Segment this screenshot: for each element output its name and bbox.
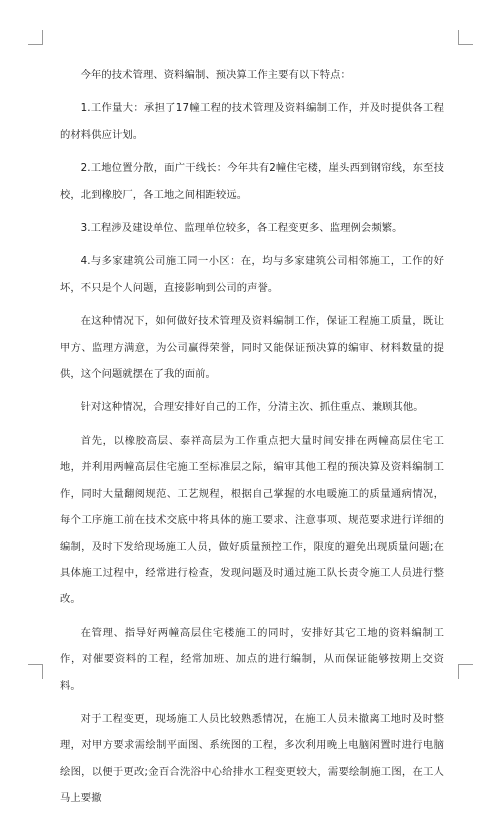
paragraph-approach: 针对这种情况，合理安排好自己的工作，分清主次、抓住重点、兼顾其他。 [80,401,424,414]
paragraph-first: 首先，以橡胶高层、泰祥高层为工作重点把大量时间安排在两幢高层住宅工地，并利用两幢高层住宅施工至标准层之际，编审其他工程的预决算及资料编制工作，同时大量翻阅规范、工艺规程，根据自己掌握的水电暖施工的质量通病情况，每个工序施工前在技术交底中将具体的施工要求、注意事项、规范要求进行详细的编制，及时下发给现场施工人员，做好质量预控工作，限度的避免出现质量问题;在具体施工过程中，经常进行检查，发现问题及时通过施工队长责令施工人员进行整改。 [60,434,444,606]
document-body [60,62,444,819]
paragraph-changes: 对于工程变更，现场施工人员比较熟悉情况，在施工人员未撤离工地时及时整理，对甲方要求需绘制平面图、系统图的工程，多次利用晚上电脑闲置时进行电脑绘图，以便于更改;金百合洗浴中心给排水工程变更较大，需要绘制施工图，在工人马上要撤 [60,712,444,805]
crop-mark-top-right [458,30,473,45]
paragraph-point-1: 1.工作量大：承担了17幢工程的技术管理及资料编制工作，并及时提供各工程的材料供应计划。 [60,102,444,141]
crop-mark-bottom-left [28,664,43,679]
crop-mark-bottom-right [458,664,473,679]
paragraph-management: 在管理、指导好两幢高层住宅楼施工的同时，安排好其它工地的资料编制工作，对催要资料的工程，经常加班、加点的进行编制，从而保证能够按期上交资料。 [60,626,444,692]
paragraph-intro: 今年的技术管理、资料编制、预决算工作主要有以下特点： [80,69,351,81]
crop-mark-top-left [28,30,43,45]
paragraph-situation: 在这种情况下，如何做好技术管理及资料编制工作，保证工程施工质量，既让甲方、监理方满意，为公司赢得荣誉，同时又能保证预决算的编审、材料数量的提供，这个问题就摆在了我的面前。 [60,315,444,381]
paragraph-point-3: 3.工程涉及建设单位、监理单位较多，各工程变更多、监理例会频繁。 [80,222,403,235]
paragraph-point-4: 4.与多家建筑公司施工同一小区：在，均与多家建筑公司相邻施工，工作的好坏，不只是个人问题，直接影响到公司的声誉。 [60,255,444,294]
paragraph-point-2: 2.工地位置分散，面广干线长：今年共有2幢住宅楼，崖头西到钢帘线，东至技校，北到橡胶厂，各工地之间相距较远。 [60,162,444,201]
